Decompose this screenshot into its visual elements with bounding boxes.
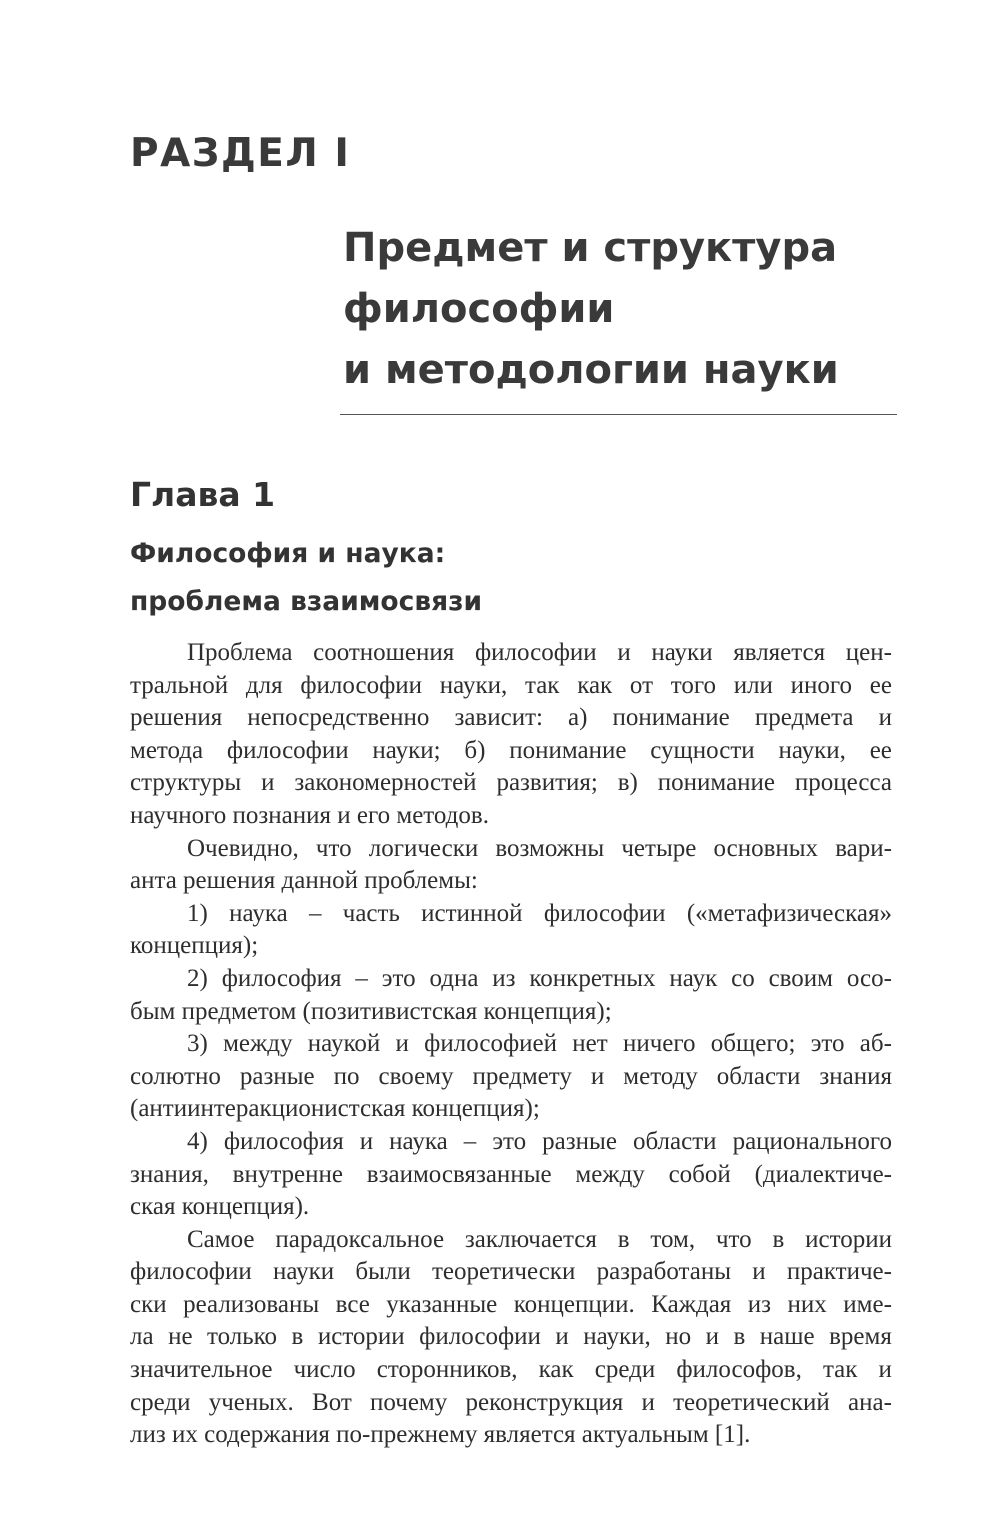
- word: развития;: [496, 769, 598, 797]
- word: только: [207, 1323, 278, 1351]
- word: науки,: [583, 1323, 651, 1351]
- word: –: [463, 1127, 477, 1155]
- word: это: [810, 1030, 845, 1058]
- list-item-line: (антиинтеракционистская концепция);: [130, 1095, 540, 1123]
- word: науки;: [372, 736, 441, 764]
- word: между: [575, 1160, 645, 1188]
- word: реализованы: [183, 1290, 320, 1318]
- word: 2): [187, 964, 208, 992]
- word: непосредственно: [247, 704, 430, 732]
- word: в: [733, 1323, 746, 1351]
- word: Очевидно,: [187, 834, 299, 862]
- word: внутренне: [232, 1160, 344, 1188]
- body-line: научного познания и его методов.: [130, 801, 489, 829]
- word: и: [878, 1356, 892, 1384]
- word: понимание: [509, 736, 627, 764]
- word: так: [524, 671, 560, 699]
- word: это: [381, 964, 416, 992]
- word: сущности: [650, 736, 755, 764]
- word: возможны: [495, 834, 605, 862]
- word: своему: [378, 1062, 454, 1090]
- section-title-line: философии: [343, 286, 615, 332]
- word: истории: [317, 1323, 405, 1351]
- word: философия: [223, 1127, 344, 1155]
- list-item-line: концепция);: [130, 932, 259, 960]
- word: того: [670, 671, 716, 699]
- body-line: [130, 1321, 892, 1354]
- word: сторонников,: [376, 1356, 518, 1384]
- word: предмета: [754, 704, 854, 732]
- word: методу: [623, 1062, 698, 1090]
- word: и: [359, 1127, 374, 1155]
- body-line: [130, 702, 892, 735]
- body-line: [130, 1224, 892, 1257]
- word: философии: [226, 736, 349, 764]
- word: философии: [419, 1323, 541, 1351]
- word: соотношения: [313, 639, 455, 666]
- word: реконструкция: [465, 1388, 624, 1416]
- word: философия: [221, 964, 342, 992]
- word: наук: [669, 964, 718, 992]
- word: наше: [759, 1323, 815, 1351]
- word: 3): [187, 1030, 208, 1058]
- chapter-title-line: проблема взаимосвязи: [130, 586, 483, 617]
- word: предмету: [472, 1062, 572, 1090]
- word: закономерностей: [294, 769, 477, 797]
- body-line: лиз их содержания по-прежнему является актуальным [1].: [130, 1421, 751, 1449]
- body-line: анта решения данной проблемы:: [130, 867, 478, 895]
- word: и: [641, 1388, 655, 1416]
- word: –: [308, 899, 322, 927]
- word: и: [395, 1030, 409, 1058]
- chapter-label: Глава 1: [130, 475, 276, 514]
- word: знания: [819, 1062, 892, 1090]
- body-text: [130, 637, 892, 1452]
- word: заключается: [464, 1225, 597, 1253]
- body-line: [130, 637, 892, 670]
- body-line: [130, 833, 892, 866]
- list-item-line: бым предметом (позитивистская концепция);: [130, 997, 612, 1025]
- word: ученых.: [208, 1388, 294, 1416]
- section-label: РАЗДЕЛ I: [130, 131, 351, 176]
- word: Проблема: [187, 639, 293, 666]
- word: том,: [650, 1225, 696, 1253]
- word: парадоксальное: [275, 1225, 445, 1253]
- word: науки,: [439, 671, 508, 699]
- word: часть: [342, 899, 400, 927]
- body-line: [130, 1256, 892, 1289]
- section-title: [343, 218, 943, 401]
- word: Каждая: [651, 1290, 732, 1318]
- word: име-: [843, 1290, 892, 1318]
- word: от: [629, 671, 654, 699]
- word: понимание: [657, 769, 776, 797]
- word: теоретический: [673, 1388, 830, 1416]
- word: иного: [790, 671, 853, 699]
- word: из: [492, 964, 516, 992]
- word: практиче-: [786, 1258, 892, 1286]
- word: как: [577, 671, 613, 699]
- body-line: [130, 767, 892, 800]
- word: ее: [869, 671, 892, 699]
- word: ничего: [622, 1030, 696, 1058]
- word: или: [733, 671, 773, 699]
- word: Самое: [187, 1225, 255, 1253]
- word: своим: [768, 964, 834, 992]
- list-item-line: [130, 1126, 892, 1159]
- title-divider: [340, 414, 897, 415]
- word: одна: [429, 964, 479, 992]
- word: общего;: [710, 1030, 796, 1058]
- word: время: [829, 1323, 892, 1351]
- word: в): [617, 769, 638, 797]
- word: ана-: [848, 1388, 892, 1416]
- word: 1): [187, 899, 208, 927]
- word: по: [333, 1062, 360, 1090]
- word: осо-: [846, 964, 892, 992]
- section-title-line: Предмет и структура: [343, 225, 838, 271]
- word: науки,: [778, 736, 846, 764]
- word: решения: [130, 704, 223, 732]
- word: («метафизическая»: [686, 899, 892, 927]
- list-item-line: [130, 1061, 892, 1094]
- word: ла: [130, 1323, 154, 1351]
- body-line: [130, 1289, 892, 1322]
- word: но: [665, 1323, 692, 1351]
- word: логически: [368, 834, 479, 862]
- word: из: [747, 1290, 772, 1318]
- word: теоретически: [432, 1258, 576, 1286]
- list-item-line: [130, 1159, 892, 1192]
- word: (диалектиче-: [754, 1160, 892, 1188]
- word: а): [568, 704, 588, 732]
- list-item-line: ская концепция).: [130, 1193, 310, 1221]
- list-item-line: [130, 963, 892, 996]
- chapter-title-line: Философия и наука:: [130, 538, 446, 569]
- word: области: [632, 1127, 717, 1155]
- word: Вот: [312, 1388, 352, 1416]
- word: разработаны: [596, 1258, 732, 1286]
- word: конкретных: [529, 964, 656, 992]
- word: концепции.: [513, 1290, 635, 1318]
- word: истинной: [421, 899, 523, 927]
- word: все: [335, 1290, 370, 1318]
- word: науки: [272, 1258, 335, 1286]
- word: среди: [594, 1356, 656, 1384]
- word: –: [355, 964, 368, 992]
- word: взаимосвязанные: [366, 1160, 552, 1188]
- word: процесса: [794, 769, 892, 797]
- list-item-line: [130, 1028, 892, 1061]
- word: и: [261, 769, 275, 797]
- word: б): [464, 736, 486, 764]
- word: между: [223, 1030, 293, 1058]
- word: философии: [543, 899, 666, 927]
- word: собой: [668, 1160, 731, 1188]
- word: были: [355, 1258, 411, 1286]
- word: наука: [389, 1127, 448, 1155]
- word: философии: [300, 671, 423, 699]
- word: и: [752, 1258, 766, 1286]
- word: четыре: [621, 834, 697, 862]
- word: в: [772, 1225, 785, 1253]
- word: знания,: [130, 1160, 209, 1188]
- word: в: [291, 1323, 304, 1351]
- section-title-line: и методологии науки: [343, 347, 839, 393]
- word: вари-: [835, 834, 892, 862]
- word: почему: [370, 1388, 448, 1416]
- word: наука: [229, 899, 288, 927]
- word: ее: [869, 736, 892, 764]
- word: солютно: [130, 1062, 221, 1090]
- word: что: [715, 1225, 752, 1253]
- word: тральной: [130, 671, 229, 699]
- body-line: [130, 735, 892, 768]
- word: науки: [651, 639, 713, 666]
- word: 4): [187, 1127, 208, 1155]
- body-line: [130, 670, 892, 703]
- word: является: [733, 639, 826, 666]
- word: понимание: [612, 704, 730, 732]
- word: метода: [130, 736, 204, 764]
- chapter-title: [130, 530, 482, 626]
- word: не: [168, 1323, 193, 1351]
- word: философии: [130, 1258, 252, 1286]
- word: области: [716, 1062, 801, 1090]
- word: разные: [542, 1127, 617, 1155]
- word: структуры: [130, 769, 242, 797]
- body-line: [130, 1354, 892, 1387]
- word: ски: [130, 1290, 167, 1318]
- word: зависит:: [454, 704, 543, 732]
- word: так: [822, 1356, 858, 1384]
- word: цен-: [845, 639, 892, 666]
- word: разные: [239, 1062, 315, 1090]
- word: них: [787, 1290, 827, 1318]
- word: и: [878, 704, 892, 732]
- word: философии: [474, 639, 597, 666]
- word: философов,: [676, 1356, 802, 1384]
- word: и: [590, 1062, 605, 1090]
- word: указанные: [386, 1290, 498, 1318]
- word: значительное: [130, 1356, 273, 1384]
- word: наукой: [307, 1030, 381, 1058]
- word: число: [293, 1356, 356, 1384]
- word: философией: [424, 1030, 557, 1058]
- word: со: [731, 964, 755, 992]
- word: для: [245, 671, 283, 699]
- word: основных: [713, 834, 819, 862]
- body-line: [130, 1387, 892, 1420]
- word: рационального: [732, 1127, 892, 1155]
- word: и: [617, 639, 631, 666]
- word: и: [705, 1323, 719, 1351]
- word: и: [555, 1323, 569, 1351]
- word: нет: [572, 1030, 608, 1058]
- word: среди: [130, 1388, 191, 1416]
- word: истории: [805, 1225, 892, 1253]
- word: это: [492, 1127, 527, 1155]
- word: аб-: [859, 1030, 892, 1058]
- word: что: [315, 834, 352, 862]
- list-item-line: [130, 898, 892, 931]
- word: в: [617, 1225, 630, 1253]
- word: как: [538, 1356, 574, 1384]
